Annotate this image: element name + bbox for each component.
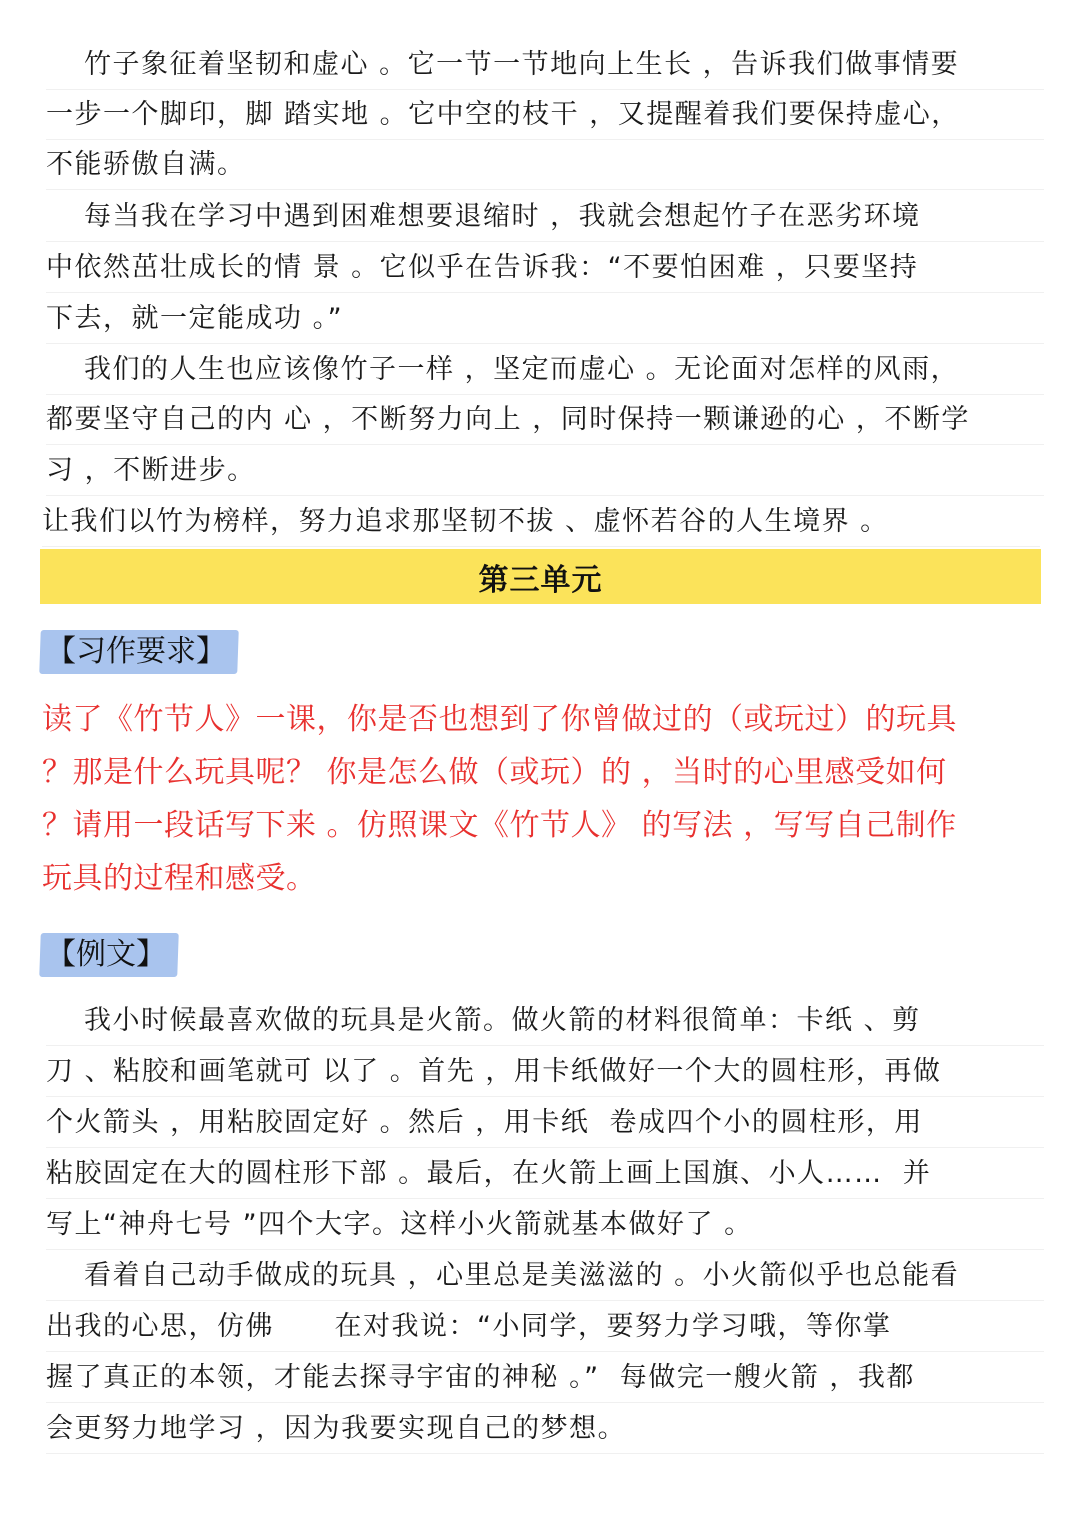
requirement-line: 读了《竹节人》一课，你是否也想到了你曾做过的（或玩过）的玩具 xyxy=(42,702,957,737)
text-line: 一步一个脚印，脚 踏实地 。它中空的枝干 ，又提醒着我们要保持虚心， xyxy=(46,90,1044,140)
text-line: 习 ，不断进步。 xyxy=(46,446,1044,496)
requirement-line: ？请用一段话写下来 。仿照课文《竹节人》 的写法 ，写写自己制作 xyxy=(42,808,957,843)
text-line: 让我们以竹为榜样，努力追求那坚韧不拔 、虚怀若谷的人生境界 。 xyxy=(42,497,1040,547)
example-line: 握了真正的本领，才能去探寻宇宙的神秘 。” 每做完一艘火箭 ，我都 xyxy=(46,1353,1044,1403)
text-line: 下去，就一定能成功 。” xyxy=(46,294,1044,344)
example-line: 个火箭头 ，用粘胶固定好 。然后 ，用卡纸 卷成四个小的圆柱形，用 xyxy=(46,1098,1044,1148)
example-line: 会更努力地学习 ，因为我要实现自己的梦想。 xyxy=(46,1404,1044,1454)
text-line: 竹子象征着坚韧和虚心 。它一节一节地向上生长 ，告诉我们做事情要 xyxy=(46,40,1044,90)
text-line: 中依然茁壮成长的情 景 。它似乎在告诉我：“不要怕困难 ，只要坚持 xyxy=(46,243,1044,293)
example-line: 刀 、粘胶和画笔就可 以了 。首先 ，用卡纸做好一个大的圆柱形，再做 xyxy=(46,1047,1044,1097)
example-line: 我小时候最喜欢做的玩具是火箭。做火箭的材料很简单：卡纸 、剪 xyxy=(46,996,1044,1046)
example-line: 看着自己动手做成的玩具 ，心里总是美滋滋的 。小火箭似乎也总能看 xyxy=(46,1251,1044,1301)
example-line: 出我的心思，仿佛 在对我说：“小同学，要努力学习哦，等你掌 xyxy=(46,1302,1044,1352)
example-line: 粘胶固定在大的圆柱形下部 。最后，在火箭上画上国旗、小人…… 并 xyxy=(46,1149,1044,1199)
text-line: 每当我在学习中遇到困难想要退缩时 ，我就会想起竹子在恶劣环境 xyxy=(46,192,1044,242)
text-line: 都要坚守自己的内 心 ，不断努力向上 ，同时保持一颗谦逊的心 ，不断学 xyxy=(46,395,1044,445)
requirement-line: 玩具的过程和感受。 xyxy=(42,861,317,896)
requirement-line: ？那是什么玩具呢？ 你是怎么做（或玩）的 ，当时的心里感受如何 xyxy=(42,755,947,790)
text-line: 我们的人生也应该像竹子一样 ，坚定而虚心 。无论面对怎样的风雨， xyxy=(46,345,1044,395)
text-line: 不能骄傲自满。 xyxy=(46,140,1044,190)
requirement-tag xyxy=(39,630,239,674)
example-tag xyxy=(39,933,179,977)
requirement-tag-label: 【习作要求】 xyxy=(46,634,226,669)
unit-title: 第三单元 xyxy=(478,562,603,598)
example-line: 写上“神舟七号 ”四个大字。这样小火箭就基本做好了 。 xyxy=(46,1200,1044,1250)
unit-banner xyxy=(40,549,1041,604)
example-tag-label: 【例文】 xyxy=(46,937,166,972)
